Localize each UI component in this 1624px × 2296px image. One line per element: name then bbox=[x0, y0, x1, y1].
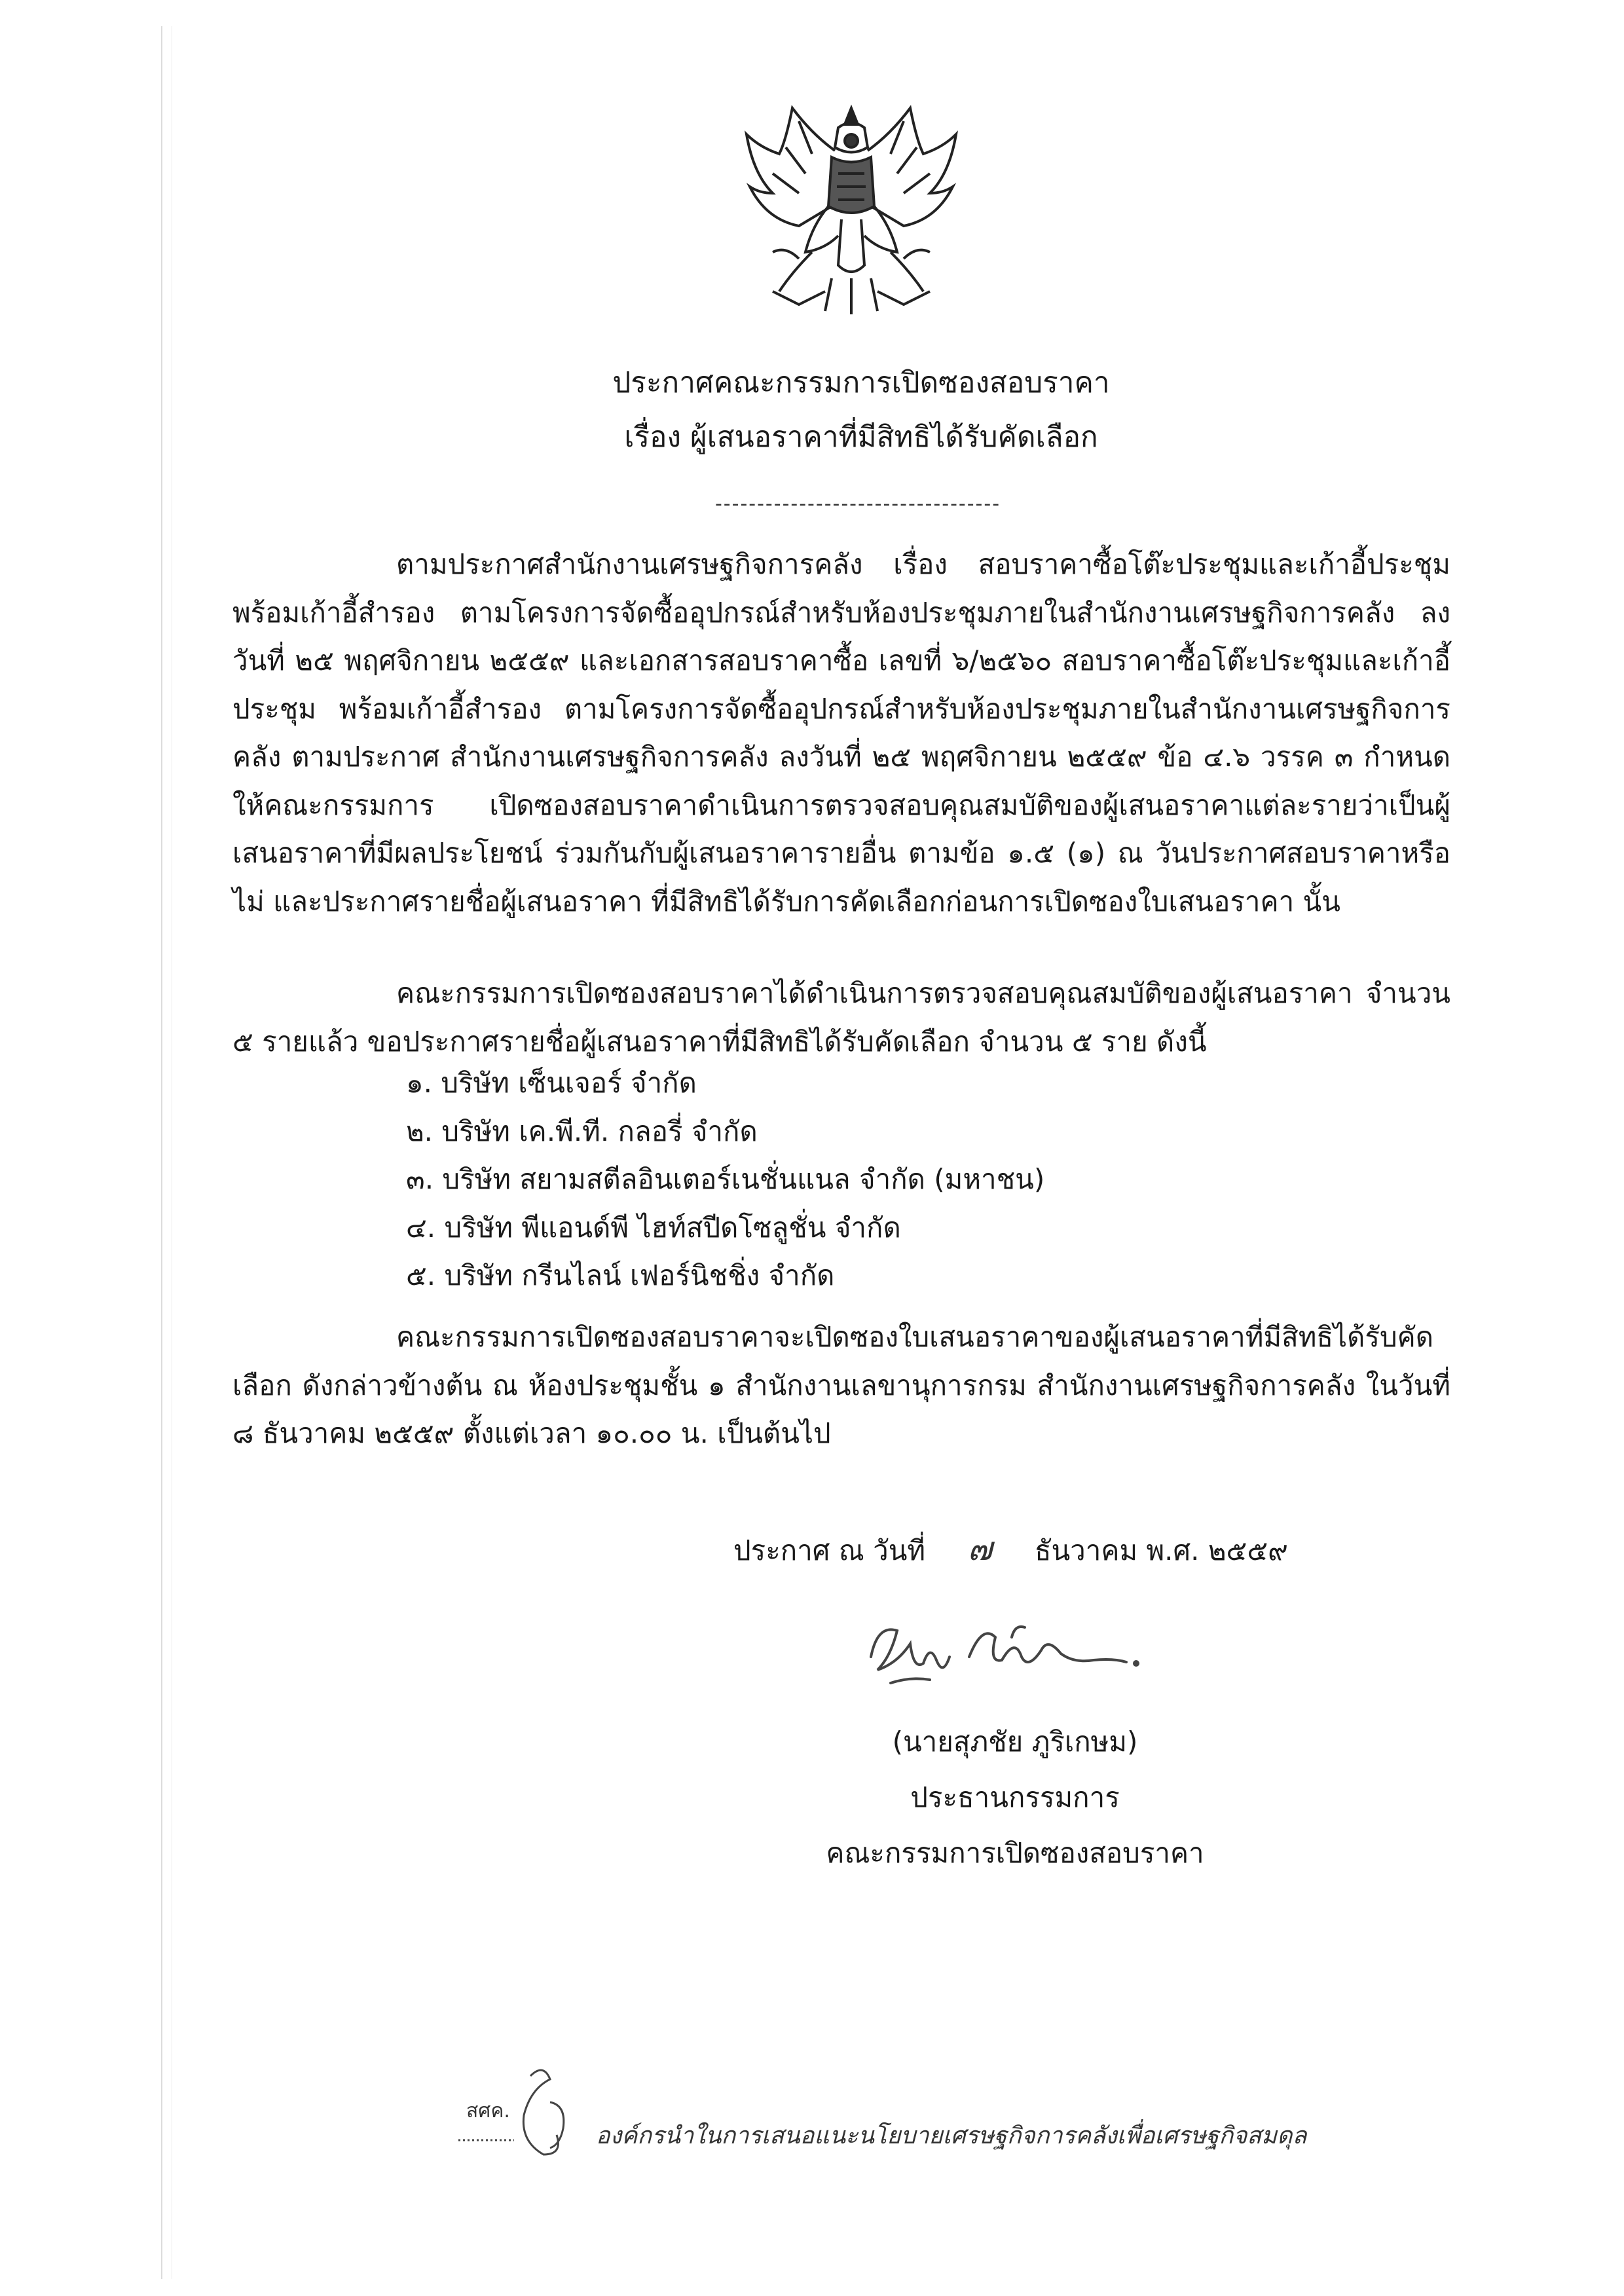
company-item: ๔. บริษัท พีแอนด์พี ไฮท์สปีดโซลูชั่น จำกัด bbox=[406, 1211, 901, 1244]
company-item: ๑. บริษัท เซ็นเจอร์ จำกัด bbox=[406, 1067, 697, 1099]
paragraph-result-text: คณะกรรมการเปิดซองสอบราคาได้ดำเนินการตรวจสอบคุณสมบัติของผู้เสนอราคา จำนวน ๕ รายแล้ว ขอประกาศรายชื่อผู้เสนอราคาที่มีสิทธิได้รับคัดเลือก จำนวน ๕ ราย ดังนี้ bbox=[232, 977, 1450, 1058]
announcement-date-prefix: ประกาศ ณ วันที่ bbox=[733, 1534, 926, 1566]
company-item: ๓. บริษัท สยามสตีลอินเตอร์เนชั่นแนล จำกัด (มหาชน) bbox=[406, 1163, 1045, 1195]
paragraph-result bbox=[232, 969, 1450, 1065]
signatory-position: ประธานกรรมการ bbox=[910, 1781, 1120, 1813]
paragraph-reference bbox=[232, 540, 1450, 925]
title-divider: ---------------------------------- bbox=[714, 492, 1001, 515]
company-item: ๒. บริษัท เค.พี.ที. กลอรี่ จำกัด bbox=[406, 1115, 758, 1147]
handwritten-day: ๗ bbox=[967, 1530, 993, 1568]
announcement-date bbox=[733, 1529, 1288, 1570]
company-list bbox=[406, 1059, 1388, 1300]
paragraph-opening-text: คณะกรรมการเปิดซองสอบราคาจะเปิดซองใบเสนอราคาของผู้เสนอราคาที่มีสิทธิได้รับคัดเลือก ดังกล่าวข้างต้น ณ ห้องประชุมชั้น ๑ สำนักงานเลขานุการกรม สำนักงานเศรษฐกิจการคลัง ในวันที่ ๘ ธันวาคม ๒๕๕๙ ตั้งแต่เวลา ๑๐.๐๐ น. เป็นต้นไป bbox=[232, 1321, 1450, 1449]
footer-slogan: องค์กรนำในการเสนอแนะนโยบายเศรษฐกิจการคลังเพื่อเศรษฐกิจสมดุล bbox=[596, 2122, 1307, 2149]
announcement-date-suffix: ธันวาคม พ.ศ. ๒๕๕๙ bbox=[1034, 1534, 1288, 1566]
paragraph-reference-text: ตามประกาศสำนักงานเศรษฐกิจการคลัง เรื่อง สอบราคาซื้อโต๊ะประชุมและเก้าอี้ประชุม พร้อมเก้าอี้สำรอง ตามโครงการจัดซื้ออุปกรณ์สำหรับห้องประชุมภายในสำนักงานเศรษฐกิจการคลัง ลงวันที่ ๒๕ พฤศจิกายน ๒๕๕๙ และเอกสารสอบราคาซื้อ เลขที่ ๖/๒๕๖๐ สอบราคาซื้อโต๊ะประชุมและเก้าอี้ประชุม พร้อมเก้าอี้สำรอง ตามโครงการจัดซื้ออุปกรณ์สำหรับห้องประชุมภายในสำนักงานเศรษฐกิจการคลัง ตามประกาศ สำนักงานเศรษฐกิจการคลัง ลงวันที่ ๒๕ พฤศจิกายน ๒๕๕๙ ข้อ ๔.๖ วรรค ๓ กำหนดให้คณะกรรมการ เปิดซองสอบราคาดำเนินการตรวจสอบคุณสมบัติของผู้เสนอราคาแต่ละรายว่าเป็นผู้เสนอราคาที่มีผลประโยชน์ ร่วมกันกับผู้เสนอราคารายอื่น ตามข้อ ๑.๕ (๑) ณ วันประกาศสอบราคาหรือไม่ และประกาศรายชื่อผู้เสนอราคา ที่มีสิทธิได้รับการคัดเลือกก่อนการเปิดซองใบเสนอราคา นั้น bbox=[232, 548, 1450, 917]
document-title: ประกาศคณะกรรมการเปิดซองสอบราคา bbox=[612, 366, 1110, 399]
garuda-emblem-icon bbox=[733, 95, 969, 318]
signatory-committee: คณะกรรมการเปิดซองสอบราคา bbox=[826, 1837, 1204, 1869]
company-item: ๕. บริษัท กรีนไลน์ เฟอร์นิชชิ่ง จำกัด bbox=[406, 1259, 835, 1291]
footer-abbreviation: สศค. bbox=[466, 2100, 510, 2122]
document-subject: เรื่อง ผู้เสนอราคาที่มีสิทธิได้รับคัดเลือก bbox=[624, 420, 1098, 454]
paragraph-opening bbox=[232, 1313, 1450, 1458]
signatory-name: (นายสุภชัย ภูริเกษม) bbox=[892, 1726, 1138, 1758]
handwritten-signature bbox=[851, 1598, 1146, 1709]
